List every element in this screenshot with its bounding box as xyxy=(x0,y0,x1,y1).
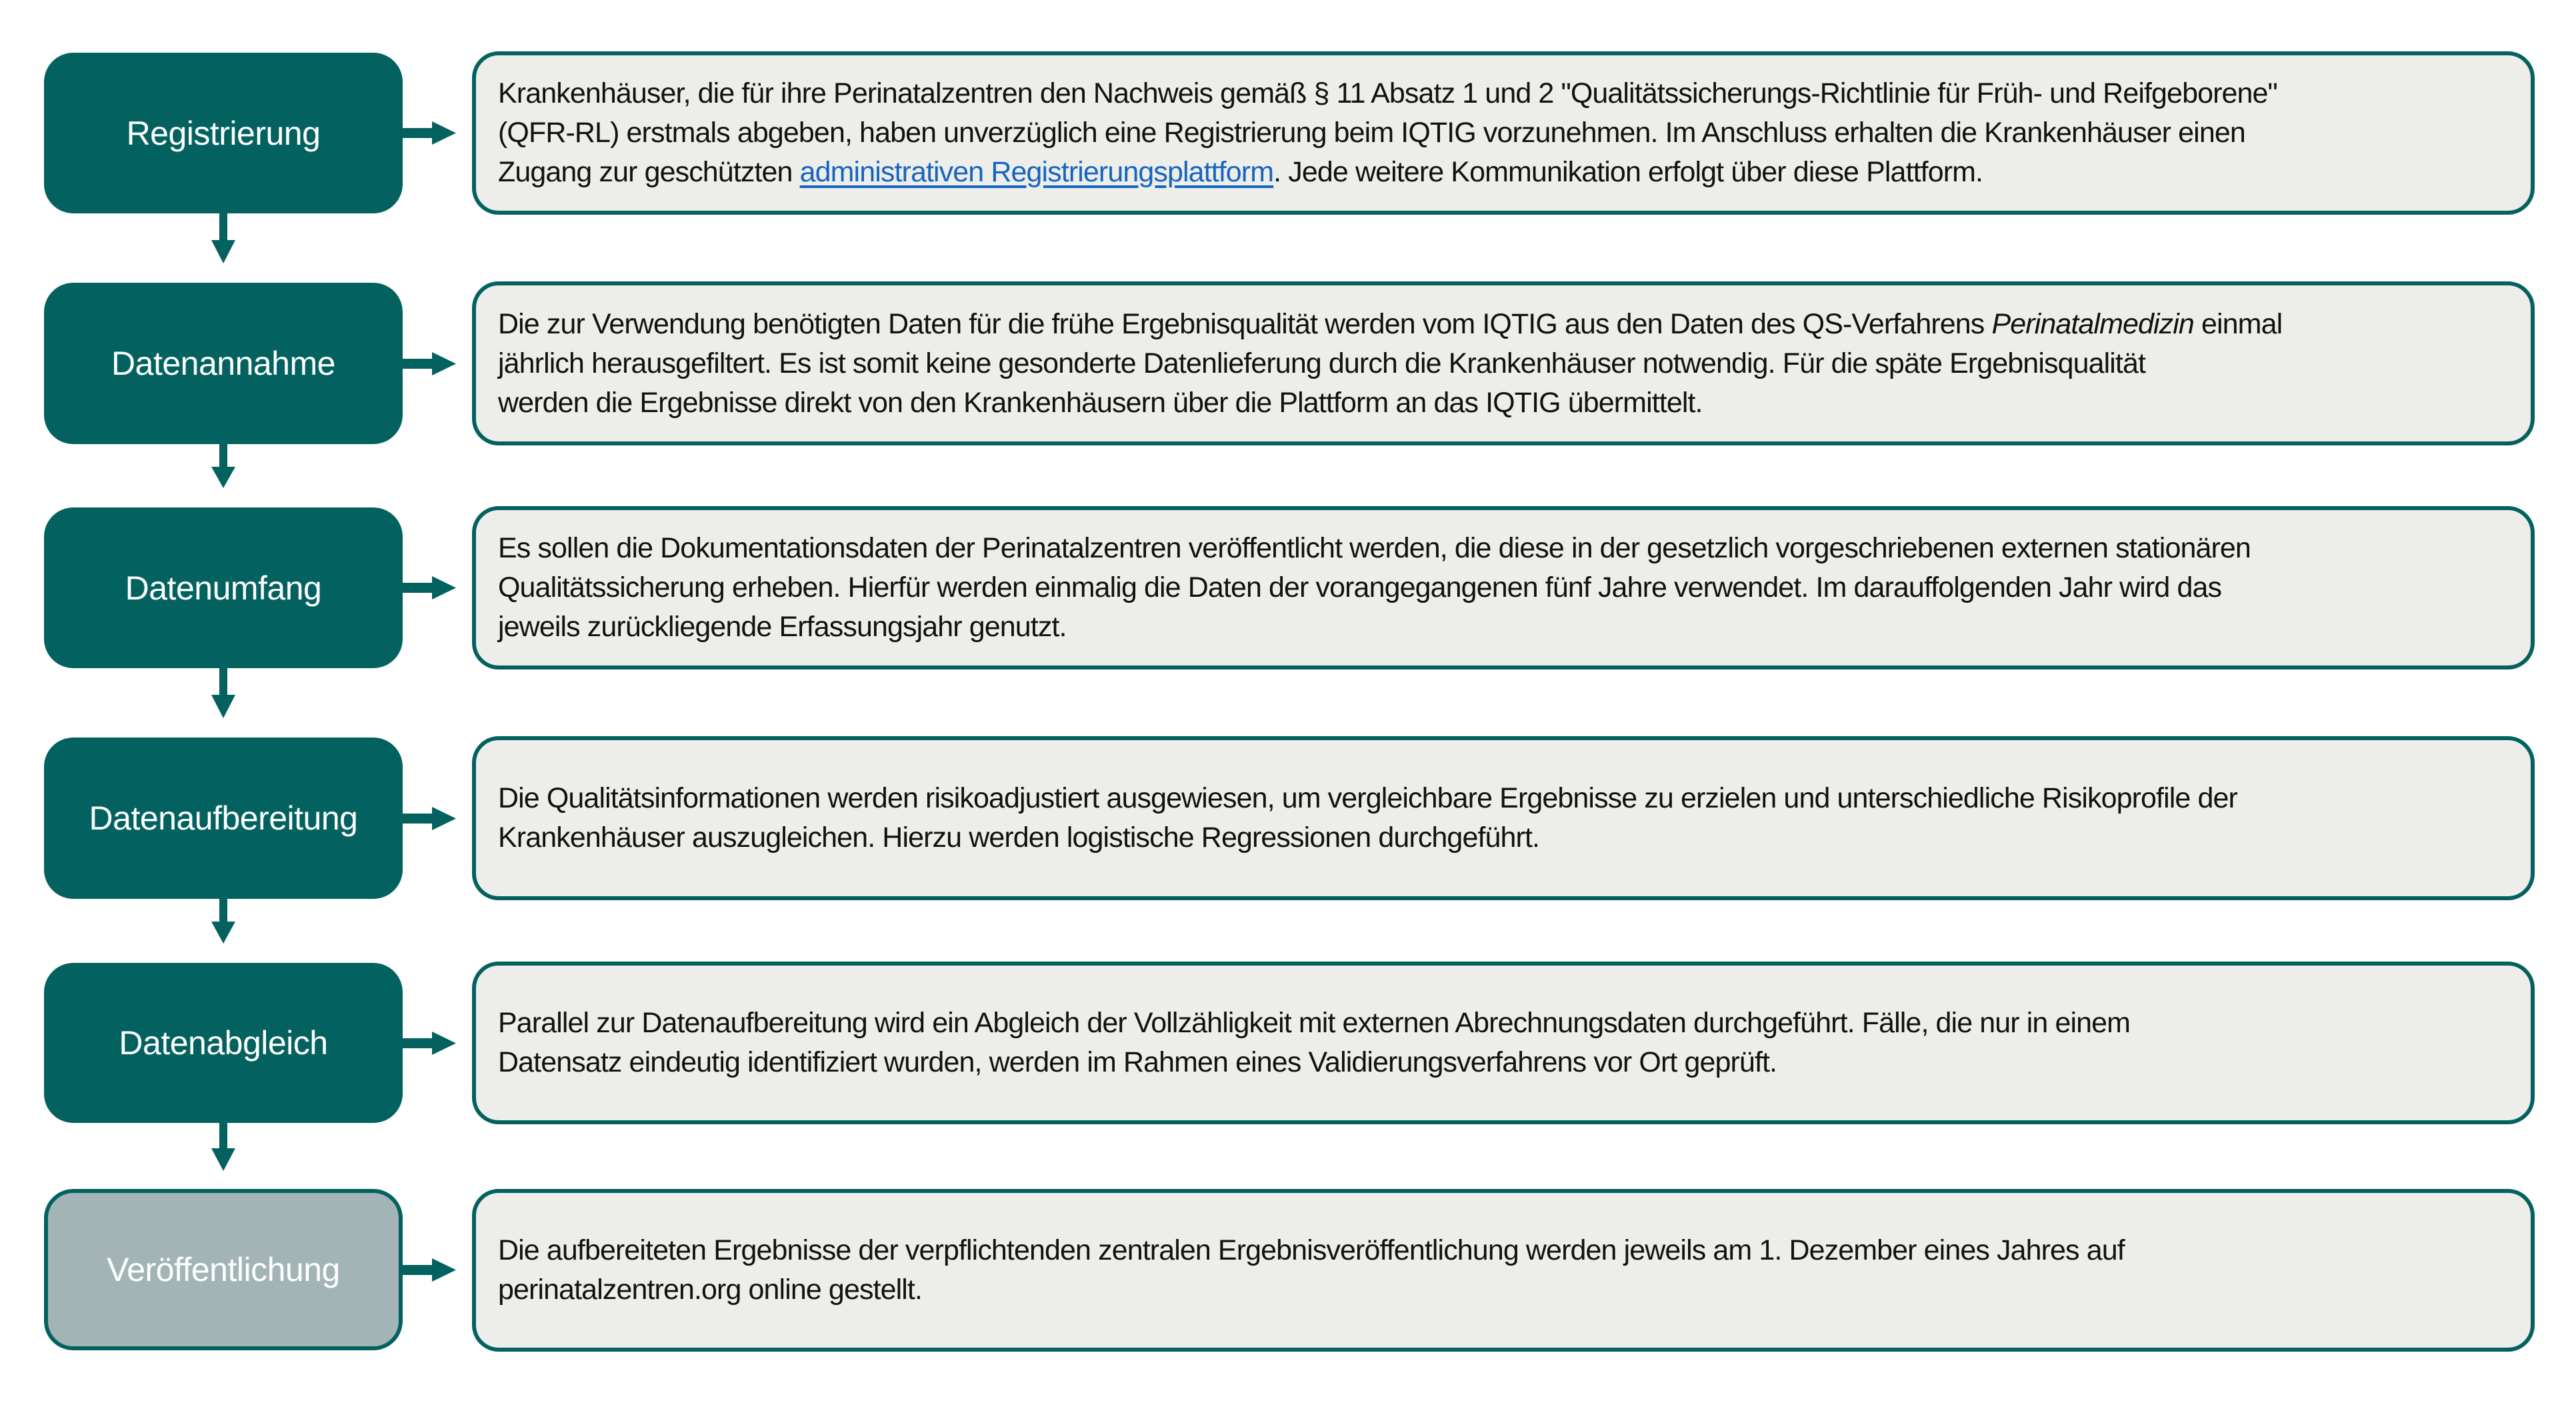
text-segment: Zugang zur geschützten xyxy=(498,156,800,188)
text-segment: perinatalzentren.org online gestellt. xyxy=(498,1274,923,1306)
step-label: Registrierung xyxy=(126,114,321,152)
step-datenannahme xyxy=(44,283,403,444)
step-veroeffentlichung xyxy=(44,1189,403,1350)
description-line xyxy=(498,305,2517,344)
arrow-right-icon xyxy=(403,352,456,375)
step-label: Datenaufbereitung xyxy=(89,800,358,837)
description-line xyxy=(498,1004,2517,1043)
step-description xyxy=(472,281,2535,445)
description-line xyxy=(498,383,2517,423)
text-segment: Datensatz eindeutig identifiziert wurden, werden im Rahmen eines Validierungsverfahrens vor Ort geprüft. xyxy=(498,1046,1777,1078)
text-segment: Die aufbereiteten Ergebnisse der verpflichtenden zentralen Ergebnisveröffentlichung werden jeweils am 1. Dezember eines Jahres auf xyxy=(498,1234,2125,1266)
text-segment: werden die Ergebnisse direkt von den Krankenhäusern über die Plattform an das IQTIG übermittelt. xyxy=(498,386,1703,419)
description-line xyxy=(498,74,2517,113)
text-segment: . Jede weitere Kommunikation erfolgt über diese Plattform. xyxy=(1273,156,1983,188)
step-datenaufbereitung xyxy=(44,738,403,899)
step-datenabgleich xyxy=(44,963,403,1123)
description-line xyxy=(498,568,2517,607)
text-segment: Krankenhäuser auszugleichen. Hierzu werden logistische Regressionen durchgeführt. xyxy=(498,822,1540,854)
description-line xyxy=(498,1043,2517,1082)
description-line xyxy=(498,529,2517,568)
text-segment: einmal xyxy=(2193,307,2283,340)
text-segment: Es sollen die Dokumentationsdaten der Perinatalzentren veröffentlicht werden, die diese in der gesetzlich vorgeschriebenen externen stationären xyxy=(498,532,2251,564)
text-segment: Krankenhäuser, die für ihre Perinatalzentren den Nachweis gemäß § 11 Absatz 1 und 2 "Qualitätssicherungs-Richtlinie für Früh- und Reifgeborene" xyxy=(498,77,2277,109)
arrow-right-icon xyxy=(403,121,456,145)
registration-platform-link[interactable]: administrativen Registrierungsplattform xyxy=(799,156,1274,188)
text-segment: jeweils zurückliegende Erfassungsjahr genutzt. xyxy=(498,611,1067,643)
description-line xyxy=(498,779,2517,818)
step-label: Datenannahme xyxy=(111,345,335,382)
step-description xyxy=(472,736,2535,900)
step-label: Datenabgleich xyxy=(119,1024,328,1062)
step-datenumfang xyxy=(44,507,403,668)
step-registrierung xyxy=(44,53,403,213)
arrow-down-icon xyxy=(211,1123,235,1171)
description-line xyxy=(498,1231,2517,1270)
emphasis-text: Perinatalmedizin xyxy=(1991,307,2194,340)
description-line xyxy=(498,153,2517,192)
arrow-right-icon xyxy=(403,1032,456,1055)
text-segment: Qualitätssicherung erheben. Hierfür werden einmalig die Daten der vorangegangenen fünf Jahre verwendet. Im darauffolgenden Jahr wird das xyxy=(498,571,2222,603)
text-segment: Die zur Verwendung benötigten Daten für die frühe Ergebnisqualität werden vom IQTIG aus den Daten des QS-Verfahrens xyxy=(498,307,1992,340)
arrow-right-icon xyxy=(403,576,456,599)
arrow-down-icon xyxy=(211,668,235,718)
step-description xyxy=(472,962,2535,1124)
step-label: Veröffentlichung xyxy=(107,1251,340,1288)
arrow-down-icon xyxy=(211,213,235,263)
arrow-down-icon xyxy=(211,899,235,944)
description-line xyxy=(498,344,2517,383)
description-line xyxy=(498,113,2517,153)
text-segment: jährlich herausgefiltert. Es ist somit keine gesonderte Datenlieferung durch die Krankenhäuser notwendig. Für die späte Ergebnisqualität xyxy=(498,347,2146,379)
step-description xyxy=(472,506,2535,669)
description-line xyxy=(498,607,2517,647)
arrow-down-icon xyxy=(211,444,235,488)
text-segment: (QFR-RL) erstmals abgeben, haben unverzüglich eine Registrierung beim IQTIG vorzunehmen. Im Anschluss erhalten die Krankenhäuser einen xyxy=(498,117,2245,149)
text-segment: Die Qualitätsinformationen werden risikoadjustiert ausgewiesen, um vergleichbare Ergebnisse zu erzielen und unterschiedliche Risikoprofile der xyxy=(498,782,2237,814)
arrow-right-icon xyxy=(403,1258,456,1282)
step-label: Datenumfang xyxy=(125,569,322,607)
arrow-right-icon xyxy=(403,807,456,830)
step-description xyxy=(472,1189,2535,1352)
description-line xyxy=(498,818,2517,858)
description-line xyxy=(498,1270,2517,1310)
text-segment: Parallel zur Datenaufbereitung wird ein Abgleich der Vollzähligkeit mit externen Abrechnungsdaten durchgeführt. Fälle, die nur in einem xyxy=(498,1007,2131,1039)
step-description xyxy=(472,51,2535,215)
